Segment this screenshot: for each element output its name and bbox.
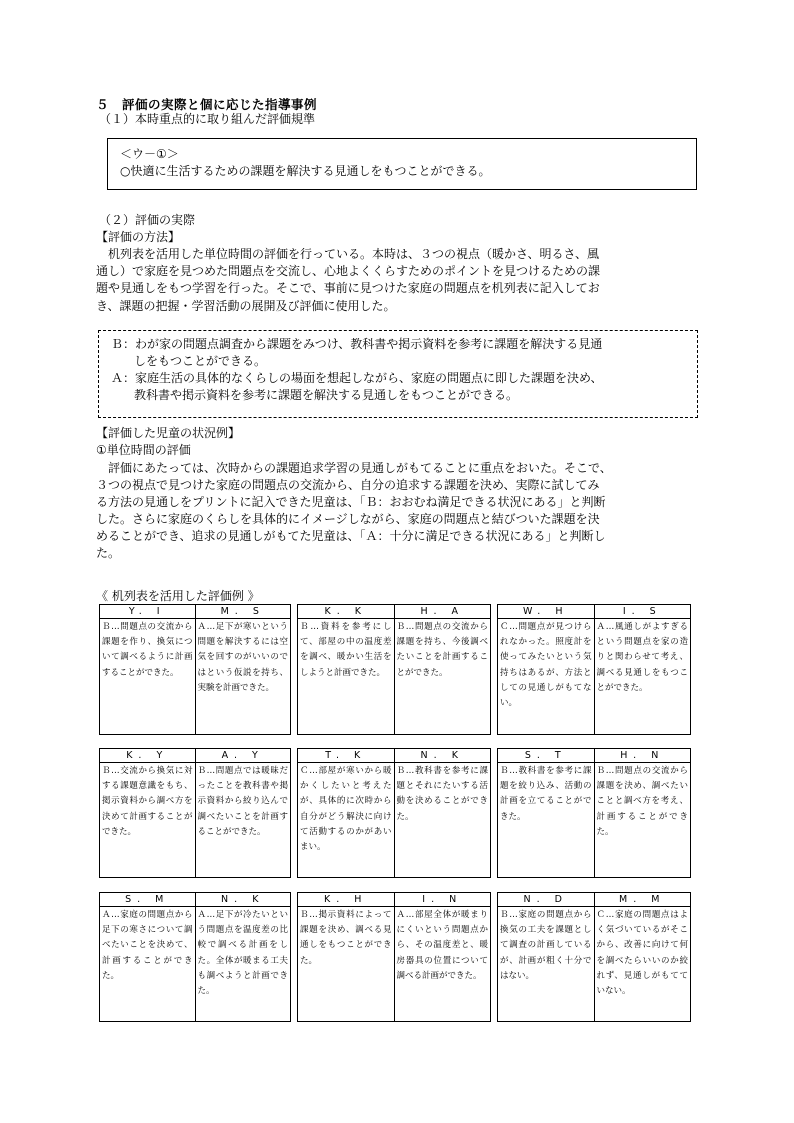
student-evaluation: Ｂ…教科書を参考に課題を絞り込み、活動の計画を立てることができた。 <box>500 766 592 822</box>
student-column <box>394 605 491 734</box>
student-name: I. N <box>395 893 491 907</box>
evaluation-group <box>297 892 491 1022</box>
student-name: M. S <box>196 605 291 619</box>
student-evaluation: Ｃ…問題点が見つけられなかった。照度計を使ってみたいという気持ちはあるが、方法としての見通しがもてない。 <box>500 622 592 709</box>
evaluation-group <box>99 604 291 735</box>
student-evaluation: Ｂ…問題点の交流から課題を作り、換気について調べるように計画することができた。 <box>102 622 193 678</box>
status-paragraph-line: めることができ、追求の見通しがもてた児童は、「Ａ：十分に満足できる状況にある」と判断し <box>96 529 606 543</box>
student-name: N. K <box>196 893 291 907</box>
student-evaluation: Ｂ…問題点では暖昧だったことを教科書や掲示資料から絞り込んで調べたいことを計画することができた。 <box>197 766 288 837</box>
student-column <box>498 749 594 877</box>
student-name: K. H <box>298 893 394 907</box>
student-evaluation: Ｂ…掲示資料によって課題を決め、調べる見通しをもつことができた。 <box>300 910 392 966</box>
examples-title: 《 机列表を活用した評価例 》 <box>96 589 260 603</box>
student-column <box>195 893 291 1021</box>
student-evaluation: Ａ…家庭の問題点から足下の寒さについて調べたいことを決めて、計画することができた。 <box>102 910 193 981</box>
method-label: 【評価の方法】 <box>96 230 181 244</box>
student-name: N. K <box>395 749 491 763</box>
student-evaluation: Ａ…足下が冷たいという問題点を温度差の比較で調べる計画をした。全体が暖まる工夫も調べようと計画できた。 <box>197 910 288 997</box>
student-name: H. A <box>395 605 491 619</box>
status-paragraph-line: る方法の見通しをプリントに記入できた児童は、「Ｂ：おおむね満足できる状況にある」と判断 <box>96 495 606 509</box>
student-column <box>298 605 394 734</box>
student-column <box>594 893 691 1021</box>
evaluation-group <box>99 748 291 878</box>
criterion-box <box>107 138 697 190</box>
section-heading: ５ 評価の実際と個に応じた指導事例 <box>96 97 318 112</box>
student-column <box>100 893 195 1021</box>
evaluation-group <box>497 892 691 1022</box>
student-name: K. K <box>298 605 394 619</box>
student-evaluation: Ｂ…教科書を参考に課題とそれにたいする活動を決めることができた。 <box>396 766 488 822</box>
student-column <box>498 893 594 1021</box>
student-evaluation: Ａ…部屋全体が暖まりにくいという問題点から、その温度差と、暖房器具の位置について調べる計画ができた。 <box>396 910 488 981</box>
status-paragraph-line: 評価にあたっては、次時からの課題追求学習の見通しがもてることに重点をおいた。そこで、 <box>96 461 612 475</box>
student-evaluation: Ｂ…資料を参考にして、部屋の中の温度差を調べ、暖かい生活をしようと計画できた。 <box>300 622 392 678</box>
student-evaluation: Ｂ…問題点の交流から課題を決め、調べたいことと調べ方を考え、計画することができた。 <box>596 766 688 837</box>
student-evaluation: Ｂ…家庭の問題点から換気の工夫を課題として調査の計画しているが、計画が粗く十分ではない。 <box>500 910 592 981</box>
student-name: Y. I <box>100 605 195 619</box>
subheading-criteria: （１）本時重点的に取り組んだ評価規準 <box>99 112 316 126</box>
student-column <box>195 749 291 877</box>
evaluation-group <box>99 892 291 1022</box>
student-column <box>394 749 491 877</box>
student-column <box>298 893 394 1021</box>
student-name: S. M <box>100 893 195 907</box>
method-paragraph-line: 机列表を活用した単位時間の評価を行っている。本時は、３つの視点（暖かさ、明るさ、風 <box>96 247 600 261</box>
student-name: K. Y <box>100 749 195 763</box>
student-name: H. N <box>595 749 691 763</box>
evaluation-group <box>497 748 691 878</box>
student-column <box>394 893 491 1021</box>
rubric-b-line: しをもつことができる。 <box>134 354 267 368</box>
evaluation-group <box>297 748 491 878</box>
student-column <box>498 605 594 734</box>
student-name: M. M <box>595 893 691 907</box>
student-name: I. S <box>595 605 691 619</box>
rubric-a-line: Ａ：家庭生活の具体的なくらしの場面を想起しながら、家庭の問題点に即した課題を決め、 <box>111 371 603 385</box>
student-column <box>594 605 691 734</box>
status-paragraph-line: した。さらに家庭のくらしを具体的にイメージしながら、家庭の問題点と結びついた課題を決 <box>96 512 600 526</box>
student-name: N. D <box>498 893 594 907</box>
criterion-text: ○快適に生活するための課題を解決する見通しをもつことができる。 <box>120 164 491 178</box>
status-label: 【評価した児童の状況例】 <box>96 426 241 440</box>
method-paragraph-line: 通し）で家庭を見つめた問題点を交流し、心地よくくらすためのポイントを見つけるための課 <box>96 264 601 278</box>
student-column <box>195 605 291 734</box>
student-evaluation: Ｃ…部屋が寒いから暖かくしたいと考えたが、具体的に次時から自分がどう解決に向けて活動するのかがあいまい。 <box>300 766 392 853</box>
evaluation-group <box>297 604 491 735</box>
student-column <box>100 749 195 877</box>
student-column <box>100 605 195 734</box>
status-paragraph-line: た。 <box>96 546 121 560</box>
student-evaluation: Ａ…足下が寒いという問題を解決するには空気を回すのがいいのではという仮説を持ち、実験を計画できた。 <box>197 622 288 693</box>
rubric-b-line: Ｂ：わが家の問題点調査から課題をみつけ、教科書や掲示資料を参考に課題を解決する見通 <box>111 337 603 351</box>
student-evaluation: Ａ…風通しがよすぎるという問題点を家の造りと関わらせて考え、調べる見通しをもつことができた。 <box>596 622 688 693</box>
student-name: T. K <box>298 749 394 763</box>
status-paragraph-line: ３つの視点で見つけた家庭の問題点の交流から、自分の追求する課題を決め、実際に試してみ <box>96 478 600 492</box>
evaluation-group <box>497 604 691 735</box>
method-paragraph-line: 題や見通しをもつ学習を行った。そこで、事前に見つけた家庭の問題点を机列表に記入してお <box>96 281 600 295</box>
student-name: A. Y <box>196 749 291 763</box>
method-paragraph-line: き、課題の把握・学習活動の展開及び評価に使用した。 <box>96 299 396 313</box>
student-evaluation: Ｂ…交流から換気に対する課題意識をもち、掲示資料から調べ方を決めて計画することができた。 <box>102 766 193 837</box>
subheading-evaluation: （２）評価の実際 <box>99 213 196 227</box>
student-evaluation: Ｂ…問題点の交流から課題を持ち、今後調べたいことを計画することができた。 <box>396 622 488 678</box>
student-name: W. H <box>498 605 594 619</box>
criterion-title: ＜ウ－①＞ <box>120 147 179 161</box>
student-column <box>298 749 394 877</box>
rubric-a-line: 教科書や掲示資料を参考に課題を解決する見通しをもつことができる。 <box>134 388 519 402</box>
student-name: S. T <box>498 749 594 763</box>
student-evaluation: Ｃ…家庭の問題点はよく気づいているがそこから、改善に向けて何を調べたらいいのか絞れず、見通しがもてていない。 <box>596 910 688 997</box>
unit-label: ①単位時間の評価 <box>96 443 191 457</box>
student-column <box>594 749 691 877</box>
rubric-box <box>98 330 698 418</box>
